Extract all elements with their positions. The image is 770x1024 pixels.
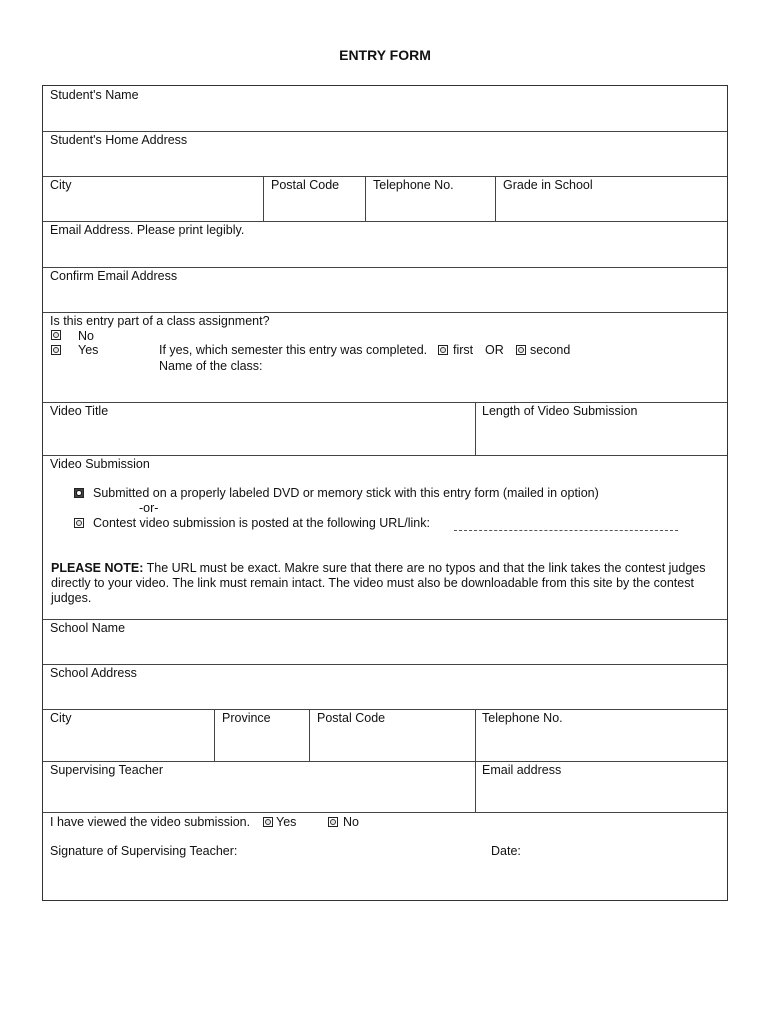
assignment-yes-radio[interactable] xyxy=(51,345,61,355)
postal-code-field[interactable] xyxy=(263,177,365,221)
school-telephone-label: Telephone No. xyxy=(482,711,563,725)
entry-form xyxy=(42,85,728,901)
semester-second-label: second xyxy=(530,343,571,357)
class-name-label: Name of the class: xyxy=(159,359,263,373)
school-name-label: School Name xyxy=(50,621,126,635)
class-assignment-section xyxy=(43,313,727,403)
grade-field[interactable] xyxy=(495,177,727,221)
video-length-label: Length of Video Submission xyxy=(482,404,638,418)
dvd-option-label: Submitted on a properly labeled DVD or memory stick with this entry form (mailed in option) xyxy=(93,486,599,500)
please-note xyxy=(51,561,719,606)
province-label: Province xyxy=(222,711,271,725)
school-city-label: City xyxy=(50,711,72,725)
semester-or-label: OR xyxy=(485,343,504,357)
url-option-checkbox[interactable] xyxy=(74,518,84,528)
viewed-no-radio[interactable] xyxy=(328,817,338,827)
viewed-yes-radio[interactable] xyxy=(263,817,273,827)
school-address-label: School Address xyxy=(50,666,137,680)
student-name-label: Student's Name xyxy=(50,88,139,102)
viewed-label: I have viewed the video submission. xyxy=(50,815,251,829)
school-postal-code-label: Postal Code xyxy=(317,711,386,725)
email-label: Email Address. Please print legibly. xyxy=(50,223,245,237)
url-input-line[interactable] xyxy=(454,530,678,531)
viewed-yes-label: Yes xyxy=(276,815,297,829)
school-location-row xyxy=(43,710,727,762)
video-submission-label: Video Submission xyxy=(50,457,150,471)
telephone-label: Telephone No. xyxy=(373,178,454,192)
video-title-row xyxy=(43,403,727,456)
video-length-field[interactable] xyxy=(475,403,727,455)
dvd-option-checkbox[interactable] xyxy=(74,488,84,498)
grade-label: Grade in School xyxy=(503,178,593,192)
confirm-email-label: Confirm Email Address xyxy=(50,269,178,283)
school-name-field[interactable] xyxy=(43,620,727,665)
teacher-email-label: Email address xyxy=(482,763,562,777)
email-field[interactable] xyxy=(43,222,727,268)
student-location-row xyxy=(43,177,727,222)
home-address-field[interactable] xyxy=(43,132,727,177)
please-note-label: PLEASE NOTE: xyxy=(51,561,144,575)
school-telephone-field[interactable] xyxy=(475,710,727,761)
home-address-label: Student's Home Address xyxy=(50,133,188,147)
school-postal-code-field[interactable] xyxy=(309,710,475,761)
viewed-no-label: No xyxy=(343,815,359,829)
telephone-field[interactable] xyxy=(365,177,495,221)
province-field[interactable] xyxy=(214,710,309,761)
school-city-field[interactable] xyxy=(43,710,214,761)
video-title-field[interactable] xyxy=(43,403,475,455)
student-name-field[interactable] xyxy=(43,86,727,132)
assignment-no-radio[interactable] xyxy=(51,330,61,340)
school-address-field[interactable] xyxy=(43,665,727,710)
assignment-no-label: No xyxy=(78,329,94,343)
signature-label: Signature of Supervising Teacher: xyxy=(50,844,238,858)
semester-first-label: first xyxy=(453,343,474,357)
assignment-yes-label: Yes xyxy=(78,343,99,357)
confirm-email-field[interactable] xyxy=(43,268,727,313)
please-note-text: The URL must be exact. Makre sure that there are no typos and that the link takes the contest judges directly to your video. The link must remain intact. The video must also be downloadable from this site by the contest judges. xyxy=(51,561,706,605)
teacher-email-field[interactable] xyxy=(475,762,727,812)
semester-first-radio[interactable] xyxy=(438,345,448,355)
verification-section xyxy=(43,813,727,901)
teacher-row xyxy=(43,762,727,813)
video-submission-section xyxy=(43,456,727,620)
teacher-label: Supervising Teacher xyxy=(50,763,164,777)
postal-code-label: Postal Code xyxy=(271,178,340,192)
assignment-question: Is this entry part of a class assignment? xyxy=(50,314,270,328)
url-option-label: Contest video submission is posted at the following URL/link: xyxy=(93,516,430,530)
city-field[interactable] xyxy=(43,177,263,221)
form-title: ENTRY FORM xyxy=(339,47,431,63)
video-title-label: Video Title xyxy=(50,404,109,418)
date-label: Date: xyxy=(491,844,521,858)
city-label: City xyxy=(50,178,72,192)
semester-prompt: If yes, which semester this entry was completed. xyxy=(159,343,428,357)
or-separator: -or- xyxy=(139,501,159,515)
teacher-field[interactable] xyxy=(43,762,475,812)
semester-second-radio[interactable] xyxy=(516,345,526,355)
